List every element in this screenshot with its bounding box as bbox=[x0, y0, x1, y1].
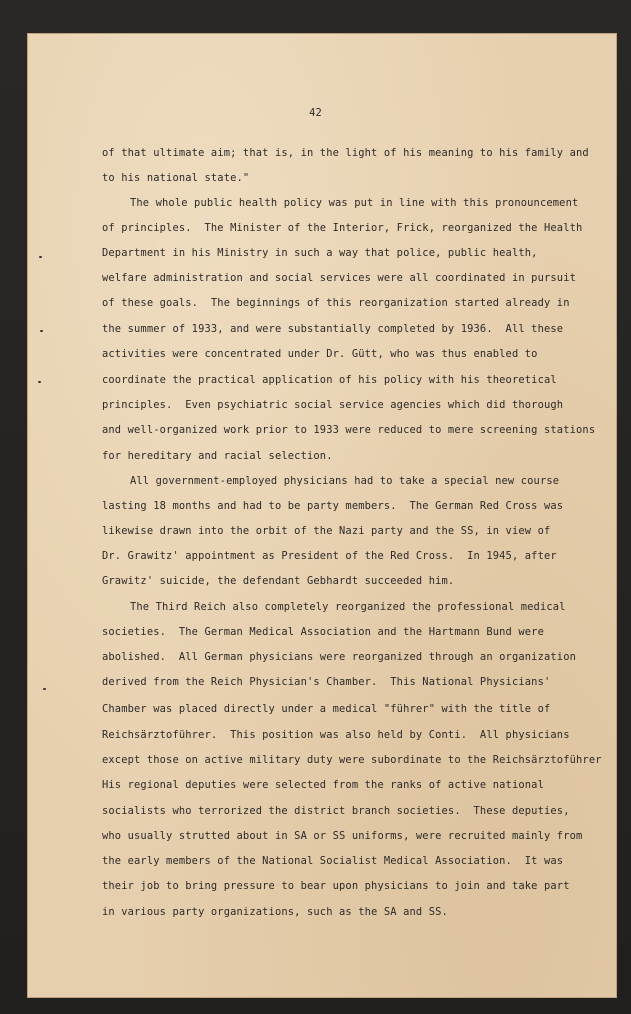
margin-mark bbox=[38, 381, 41, 383]
text-line: lasting 18 months and had to be party members. The German Red Cross was bbox=[102, 500, 564, 512]
text-line: to his national state." bbox=[102, 172, 250, 184]
text-line: who usually strutted about in SA or SS uniforms, were recruited mainly from bbox=[102, 830, 583, 842]
text-line: welfare administration and social services were all coordinated in pursuit bbox=[102, 272, 577, 284]
text-line: All government-employed physicians had to take a special new course bbox=[130, 475, 560, 487]
text-line: and well-organized work prior to 1933 were reduced to mere screening stations bbox=[102, 424, 596, 436]
text-line: Chamber was placed directly under a medical "führer" with the title of bbox=[102, 703, 551, 715]
text-line: for hereditary and racial selection. bbox=[102, 450, 333, 462]
margin-mark bbox=[40, 330, 43, 332]
text-line: of these goals. The beginnings of this reorganization started already in bbox=[102, 297, 570, 309]
text-line: of principles. The Minister of the Interior, Frick, reorganized the Health bbox=[102, 222, 583, 234]
text-line: The Third Reich also completely reorganized the professional medical bbox=[130, 601, 566, 613]
text-line: socialists who terrorized the district branch societies. These deputies, bbox=[102, 805, 570, 817]
text-line: derived from the Reich Physician's Chamber. This National Physicians' bbox=[102, 676, 551, 688]
text-line: principles. Even psychiatric social service agencies which did thorough bbox=[102, 399, 564, 411]
text-line: Grawitz' suicide, the defendant Gebhardt succeeded him. bbox=[102, 575, 455, 587]
text-line: of that ultimate aim; that is, in the light of his meaning to his family and bbox=[102, 147, 589, 159]
text-line: the early members of the National Socialist Medical Association. It was bbox=[102, 855, 564, 867]
text-line: coordinate the practical application of his policy with his theoretical bbox=[102, 374, 557, 386]
text-line: abolished. All German physicians were reorganized through an organization bbox=[102, 651, 577, 663]
margin-mark bbox=[43, 688, 46, 690]
margin-mark bbox=[39, 256, 42, 258]
text-line: likewise drawn into the orbit of the Nazi party and the SS, in view of bbox=[102, 525, 551, 537]
text-line: the summer of 1933, and were substantially completed by 1936. All these bbox=[102, 323, 564, 335]
text-line: activities were concentrated under Dr. Gütt, who was thus enabled to bbox=[102, 348, 538, 360]
text-line: Dr. Grawitz' appointment as President of the Red Cross. In 1945, after bbox=[102, 550, 557, 562]
text-line: societies. The German Medical Association and the Hartmann Bund were bbox=[102, 626, 544, 638]
text-line: Reichsärztoführer. This position was also held by Conti. All physicians bbox=[102, 729, 570, 741]
text-line: except those on active military duty were subordinate to the Reichsärztoführer bbox=[102, 754, 602, 766]
text-line: The whole public health policy was put in line with this pronouncement bbox=[130, 197, 579, 209]
page-number: 42 bbox=[309, 107, 322, 119]
text-line: His regional deputies were selected from the ranks of active national bbox=[102, 779, 544, 791]
text-line: their job to bring pressure to bear upon physicians to join and take part bbox=[102, 880, 570, 892]
text-line: in various party organizations, such as the SA and SS. bbox=[102, 906, 448, 918]
text-line: Department in his Ministry in such a way that police, public health, bbox=[102, 247, 538, 259]
